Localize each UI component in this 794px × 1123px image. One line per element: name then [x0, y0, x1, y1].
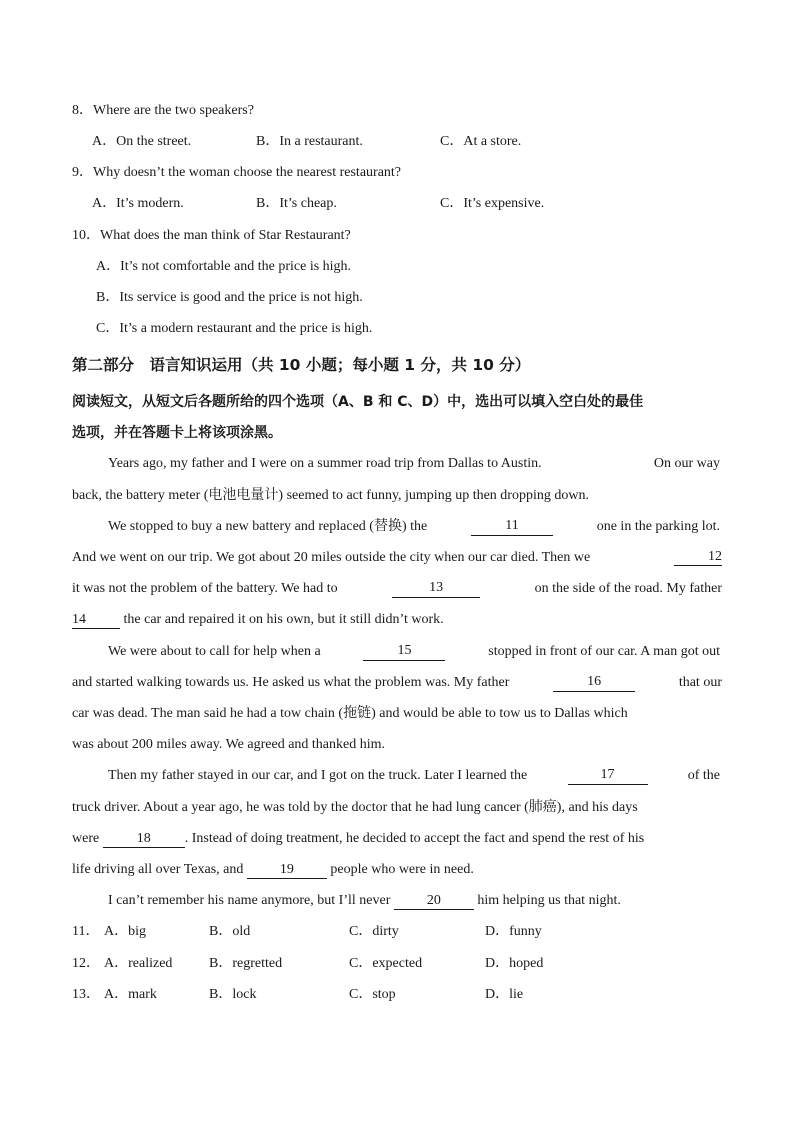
choice-c[interactable]: C．expected	[349, 956, 423, 971]
choice-d[interactable]: D．funny	[485, 924, 542, 939]
passage-line: truck driver. About a year ago, he was told by the doctor that he had lung cancer (肺癌), and his days	[72, 800, 638, 815]
choice-d[interactable]: D．lie	[485, 987, 524, 1002]
section-instruction-line1: 阅读短文，从短文后各题所给的四个选项（A、B 和 C、D）中，选出可以填入空白处的最佳	[72, 394, 644, 410]
choice-b[interactable]: B．lock	[209, 987, 257, 1002]
choice-b[interactable]: B．regretted	[209, 956, 283, 971]
passage-line: And we went on our trip. We got about 20 miles outside the city when our car died. Then we 12	[72, 549, 722, 565]
choice-a[interactable]: A．big	[104, 924, 146, 939]
answer-number: 13．	[72, 987, 100, 1002]
answer-number: 11．	[72, 924, 100, 939]
choice-c[interactable]: C．dirty	[349, 924, 399, 939]
question-10-option-a: A．It’s not comfortable and the price is high.	[96, 259, 352, 274]
choice-a[interactable]: A．realized	[104, 956, 173, 971]
blank-17[interactable]: 17	[568, 767, 648, 785]
passage-line: car was dead. The man said he had a tow chain (拖链) and would be able to tow us to Dallas which	[72, 706, 628, 721]
option-a: A．It’s modern.	[92, 196, 184, 211]
option-b: B．It’s cheap.	[256, 196, 337, 211]
question-8-stem: 8．Where are the two speakers?	[72, 103, 254, 118]
passage-line: were 18 . Instead of doing treatment, he decided to accept the fact and spend the rest of his	[72, 831, 645, 846]
blank-12[interactable]: 12	[674, 549, 722, 566]
passage-line: I can’t remember his name anymore, but I’ll never 20 him helping us that night.	[108, 893, 621, 908]
passage-line: back, the battery meter (电池电量计) seemed to act funny, jumping up then dropping down.	[72, 488, 589, 503]
blank-20[interactable]: 20	[394, 893, 474, 910]
blank-19[interactable]: 19	[247, 862, 327, 879]
option-c: C．It’s expensive.	[440, 196, 545, 211]
blank-18[interactable]: 18	[103, 831, 185, 848]
passage-line: and started walking towards us. He asked us what the problem was. My father 16 that our	[72, 674, 722, 690]
choice-a[interactable]: A．mark	[104, 987, 157, 1002]
section-title: 第二部分 语言知识运用（共 10 小题；每小题 1 分，共 10 分）	[72, 356, 531, 374]
passage-line: Then my father stayed in our car, and I got on the truck. Later I learned the 17 of the	[108, 767, 720, 783]
option-b: B．In a restaurant.	[256, 134, 363, 149]
blank-16[interactable]: 16	[553, 674, 635, 692]
blank-15[interactable]: 15	[363, 643, 445, 661]
passage-line: Years ago, my father and I were on a summer road trip from Dallas to Austin. On our way	[108, 456, 720, 471]
answer-number: 12．	[72, 956, 100, 971]
option-c: C．At a store.	[440, 134, 522, 149]
option-a: A．On the street.	[92, 134, 192, 149]
question-9-stem: 9．Why doesn’t the woman choose the nearest restaurant?	[72, 165, 402, 180]
passage-line: life driving all over Texas, and 19 people who were in need.	[72, 862, 474, 877]
choice-b[interactable]: B．old	[209, 924, 251, 939]
question-10-option-b: B．Its service is good and the price is not high.	[96, 290, 363, 305]
blank-14[interactable]: 14	[72, 612, 120, 629]
choice-c[interactable]: C．stop	[349, 987, 396, 1002]
passage-line: 14 the car and repaired it on his own, but it still didn’t work.	[72, 612, 444, 627]
passage-line: was about 200 miles away. We agreed and thanked him.	[72, 737, 386, 752]
blank-11[interactable]: 11	[471, 518, 553, 536]
question-10-stem: 10．What does the man think of Star Restaurant?	[72, 228, 351, 243]
question-10-option-c: C．It’s a modern restaurant and the price is high.	[96, 321, 373, 336]
passage-line: We were about to call for help when a 15 stopped in front of our car. A man got out	[108, 643, 720, 659]
blank-13[interactable]: 13	[392, 580, 480, 598]
choice-d[interactable]: D．hoped	[485, 956, 544, 971]
passage-line: it was not the problem of the battery. We had to 13 on the side of the road. My father	[72, 580, 722, 596]
passage-line: We stopped to buy a new battery and replaced (替换) the 11 one in the parking lot.	[108, 518, 720, 534]
section-instruction-line2: 选项，并在答题卡上将该项涂黑。	[72, 425, 282, 441]
